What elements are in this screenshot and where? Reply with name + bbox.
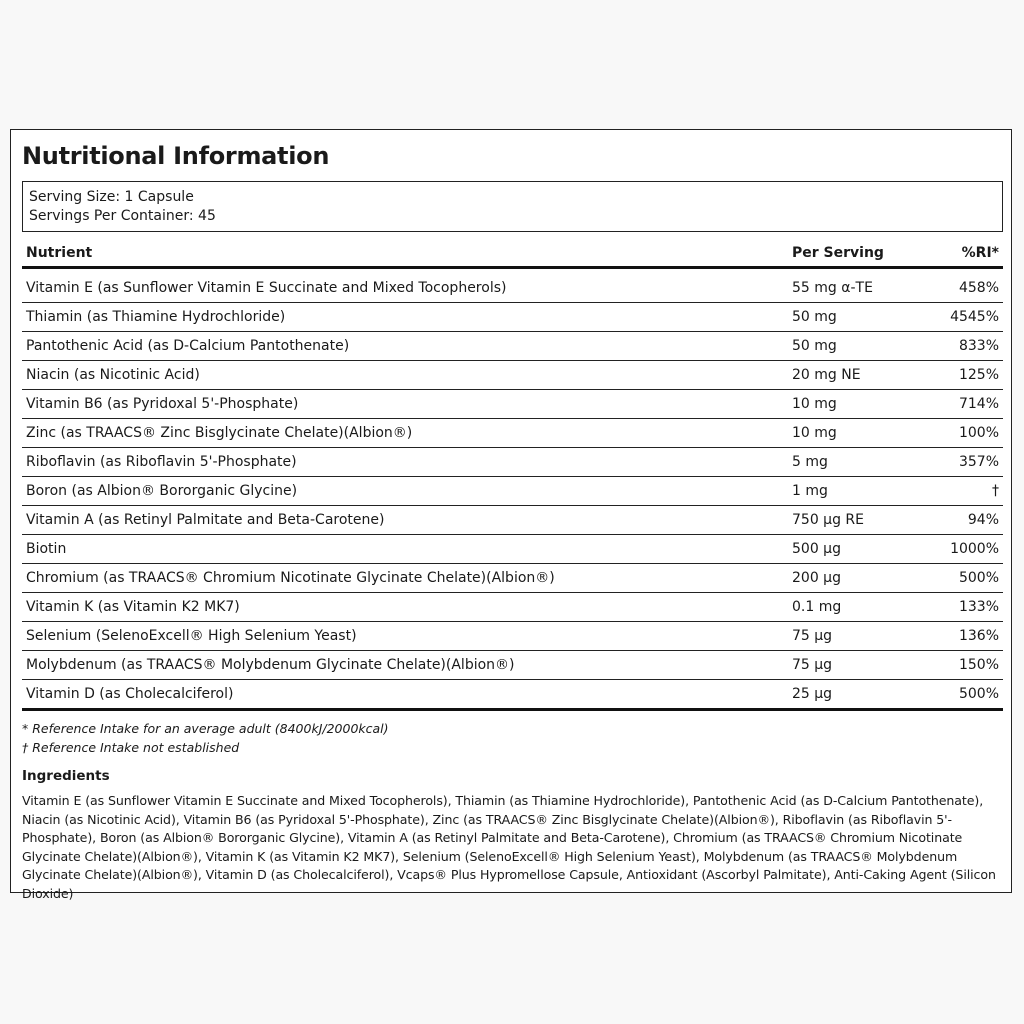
ri-percent-cell: 714% [958, 396, 999, 412]
nutrient-table [22, 240, 1003, 711]
table-row [22, 593, 1003, 622]
table-row [22, 390, 1003, 419]
per-serving-cell: 10 mg [792, 396, 837, 412]
per-serving-cell: 20 mg NE [792, 367, 861, 383]
header-nutrient: Nutrient [26, 245, 93, 261]
ri-percent-cell: 94% [967, 512, 999, 528]
nutrient-name-cell: Niacin (as Nicotinic Acid) [26, 367, 200, 383]
table-row [22, 419, 1003, 448]
nutrient-name-cell: Biotin [26, 541, 67, 557]
nutrient-name-cell: Chromium (as TRAACS® Chromium Nicotinate Glycinate Chelate)(Albion®) [26, 570, 555, 586]
nutrient-name-cell: Vitamin B6 (as Pyridoxal 5'-Phosphate) [26, 396, 299, 412]
nutrient-name-cell: Vitamin D (as Cholecalciferol) [26, 686, 234, 702]
header-per-serving: Per Serving [792, 245, 884, 261]
per-serving-cell: 25 µg [792, 686, 833, 702]
nutrient-name-cell: Thiamin (as Thiamine Hydrochloride) [26, 309, 286, 325]
per-serving-cell: 1 mg [792, 483, 828, 499]
nutrient-name-cell: Riboflavin (as Riboflavin 5'-Phosphate) [26, 454, 297, 470]
table-row [22, 651, 1003, 680]
per-serving-cell: 50 mg [792, 309, 837, 325]
ri-percent-cell: 458% [958, 280, 999, 296]
footnote-not-established: † Reference Intake not established [22, 740, 240, 755]
ri-percent-cell: 133% [958, 599, 999, 615]
ri-percent-cell: 125% [958, 367, 999, 383]
ri-percent-cell: † [992, 483, 999, 499]
per-serving-cell: 55 mg α-TE [792, 280, 873, 296]
table-body [22, 274, 1003, 711]
per-serving-cell: 10 mg [792, 425, 837, 441]
header-ri: %RI* [961, 245, 999, 261]
table-row [22, 361, 1003, 390]
table-row [22, 274, 1003, 303]
per-serving-cell: 5 mg [792, 454, 828, 470]
ri-percent-cell: 150% [958, 657, 999, 673]
ri-percent-cell: 4545% [950, 309, 999, 325]
nutrient-name-cell: Vitamin A (as Retinyl Palmitate and Beta-Carotene) [26, 512, 385, 528]
nutrient-name-cell: Boron (as Albion® Bororganic Glycine) [26, 483, 298, 499]
nutrient-name-cell: Vitamin K (as Vitamin K2 MK7) [26, 599, 240, 615]
table-row [22, 535, 1003, 564]
table-row [22, 477, 1003, 506]
footnotes [22, 719, 389, 757]
table-row [22, 332, 1003, 361]
nutrient-name-cell: Vitamin E (as Sunflower Vitamin E Succinate and Mixed Tocopherols) [26, 280, 507, 296]
ri-percent-cell: 136% [958, 628, 999, 644]
ri-percent-cell: 833% [958, 338, 999, 354]
table-header [22, 240, 1003, 269]
nutrient-name-cell: Zinc (as TRAACS® Zinc Bisglycinate Chelate)(Albion®) [26, 425, 413, 441]
ri-percent-cell: 500% [958, 570, 999, 586]
nutrition-panel [10, 129, 1012, 901]
ingredients-text: Vitamin E (as Sunflower Vitamin E Succinate and Mixed Tocopherols), Thiamin (as Thiamine Hydrochloride), Pantothenic Acid (as D-Calcium Pantothenate), Niacin (as Nicotinic Acid), Vitamin B6 (as Pyridoxal 5'-Phosphate), Zinc (as TRAACS® Zinc Bisglycinate Chelate)(Albion®), Riboflavin (as Riboflavin 5'-Phosphate), Boron (as Albion® Bororganic Glycine), Vitamin A (as Retinyl Palmitate and Beta-Carotene), Chromium (as TRAACS® Chromium Nicotinate Glycinate Chelate)(Albion®), Vitamin K (as Vitamin K2 MK7), Selenium (SelenoExcell® High Selenium Yeast), Molybdenum (as TRAACS® Molybdenum Glycinate Chelate)(Albion®), Vitamin D (as Cholecalciferol), Vcaps® Plus Hypromellose Capsule, Antioxidant (Ascorbyl Palmitate), Anti-Caking Agent (Silicon Dioxide) [22, 793, 996, 901]
per-serving-cell: 75 µg [792, 657, 833, 673]
ingredients-heading: Ingredients [22, 768, 110, 784]
ri-percent-cell: 357% [958, 454, 999, 470]
serving-info-box [22, 181, 1003, 232]
page-title: Nutritional Information [22, 142, 330, 170]
nutrient-name-cell: Selenium (SelenoExcell® High Selenium Yeast) [26, 628, 357, 644]
nutrient-name-cell: Molybdenum (as TRAACS® Molybdenum Glycinate Chelate)(Albion®) [26, 657, 515, 673]
table-row [22, 622, 1003, 651]
per-serving-cell: 75 µg [792, 628, 833, 644]
table-row [22, 448, 1003, 477]
footnote-reference-intake: * Reference Intake for an average adult (8400kJ/2000kcal) [22, 721, 389, 736]
table-row [22, 303, 1003, 332]
serving-size: Serving Size: 1 Capsule [29, 189, 194, 205]
table-row [22, 564, 1003, 593]
per-serving-cell: 200 µg [792, 570, 841, 586]
ri-percent-cell: 1000% [950, 541, 999, 557]
per-serving-cell: 500 µg [792, 541, 841, 557]
servings-per-container: Servings Per Container: 45 [29, 208, 216, 224]
table-row [22, 680, 1003, 711]
table-row [22, 506, 1003, 535]
per-serving-cell: 0.1 mg [792, 599, 842, 615]
per-serving-cell: 750 µg RE [792, 512, 864, 528]
per-serving-cell: 50 mg [792, 338, 837, 354]
nutrient-name-cell: Pantothenic Acid (as D-Calcium Pantothenate) [26, 338, 350, 354]
ri-percent-cell: 100% [958, 425, 999, 441]
ri-percent-cell: 500% [958, 686, 999, 702]
